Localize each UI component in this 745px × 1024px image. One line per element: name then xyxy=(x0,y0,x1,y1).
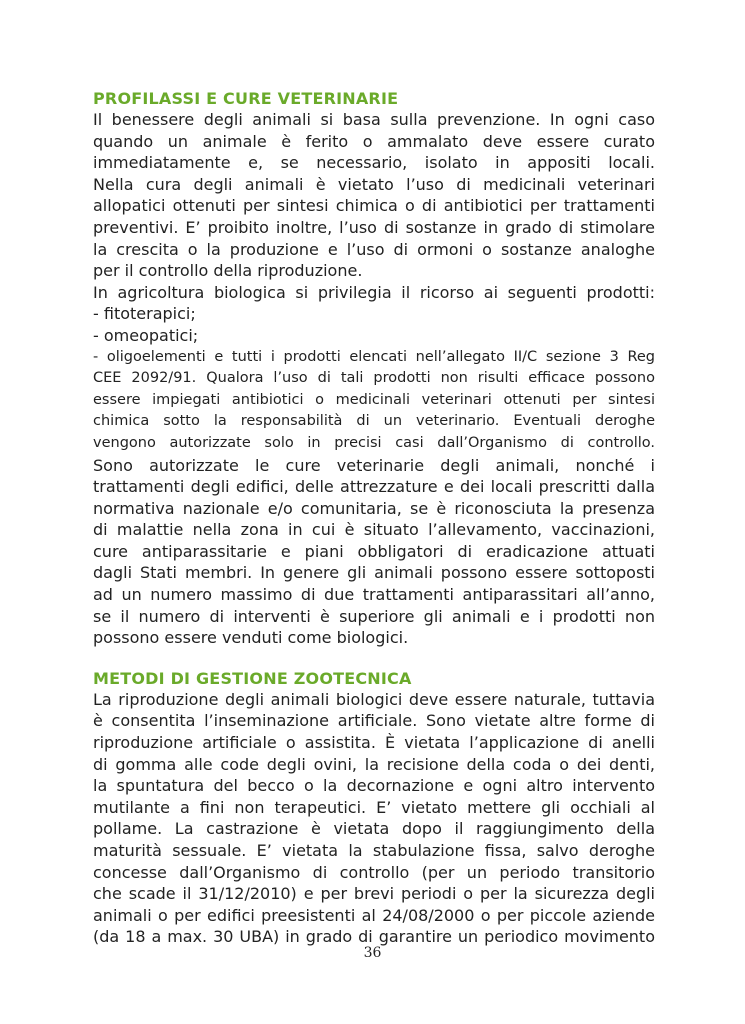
text-line: di gomma alle code degli ovini, la recisione della coda o dei denti, xyxy=(93,754,655,774)
text-line: cure antiparassitarie e piani obbligatori di eradicazione attuati xyxy=(93,541,655,561)
section-title-metodi: METODI DI GESTIONE ZOOTECNICA xyxy=(93,668,412,688)
text-line: La riproduzione degli animali biologici deve essere naturale, tuttavia xyxy=(93,689,655,709)
text-line: - omeopatici; xyxy=(93,325,199,345)
page-body xyxy=(93,88,655,948)
text-line: per il controllo della riproduzione. xyxy=(93,261,363,281)
text-line: maturità sessuale. E’ vietata la stabulazione fissa, salvo deroghe xyxy=(93,841,655,860)
text-line: allopatici ottenuti per sintesi chimica o di antibiotici per trattamenti xyxy=(93,196,655,216)
text-line: riproduzione artificiale o assistita. È vietata l’applicazione di anelli xyxy=(93,733,655,753)
text-line: vengono autorizzate solo in precisi casi dall’Organismo di controllo. xyxy=(93,434,655,451)
section-body-metodi xyxy=(93,689,655,948)
text-line: di malattie nella zona in cui è situato l’allevamento, vaccinazioni, xyxy=(93,520,655,540)
text-line: - oligoelementi e tutti i prodotti elencati nell’allegato II/C sezione 3 Reg xyxy=(93,348,655,365)
text-line: la spuntatura del becco o la decornazione e ogni altro intervento xyxy=(93,776,655,796)
text-line: CEE 2092/91. Qualora l’uso di tali prodotti non risulti efficace possono xyxy=(93,370,655,387)
text-line: pollame. La castrazione è vietata dopo il raggiungimento della xyxy=(93,819,655,839)
text-line: la crescita o la produzione e l’uso di ormoni o sostanze analoghe xyxy=(93,239,655,259)
text-line: quando un animale è ferito o ammalato deve essere curato xyxy=(93,131,655,151)
text-line: se il numero di interventi è superiore gli animali e i prodotti non xyxy=(93,606,655,626)
text-line: Nella cura degli animali è vietato l’uso di medicinali veterinari xyxy=(93,174,655,194)
text-line: Sono autorizzate le cure veterinarie degli animali, nonché i xyxy=(93,455,655,475)
text-line: ad un numero massimo di due trattamenti antiparassitari all’anno, xyxy=(93,585,655,605)
text-line: mutilante a fini non terapeutici. E’ vietato mettere gli occhiali al xyxy=(93,797,655,817)
page-number: 36 xyxy=(363,945,382,961)
text-line: Il benessere degli animali si basa sulla prevenzione. In ogni caso xyxy=(93,110,655,129)
text-line: dagli Stati membri. In genere gli animali possono essere sottoposti xyxy=(93,563,655,583)
text-line: immediatamente e, se necessario, isolato in appositi locali. xyxy=(93,153,655,173)
section-title-profilassi: PROFILASSI E CURE VETERINARIE xyxy=(93,89,399,108)
text-line: possono essere venduti come biologici. xyxy=(93,628,409,648)
text-line: è consentita l’inseminazione artificiale. Sono vietate altre forme di xyxy=(93,711,655,731)
text-line: chimica sotto la responsabilità di un veterinario. Eventuali deroghe xyxy=(93,413,655,430)
section-body-profilassi xyxy=(93,109,655,649)
text-line: preventivi. E’ proibito inoltre, l’uso di sostanze in grado di stimolare xyxy=(93,217,655,237)
text-line: (da 18 a max. 30 UBA) in grado di garantire un periodico movimento xyxy=(93,927,655,947)
text-line: concesse dall’Organismo di controllo (per un periodo transitorio xyxy=(93,862,655,882)
text-line: essere impiegati antibiotici o medicinali veterinari ottenuti per sintesi xyxy=(93,391,655,408)
text-line: normativa nazionale e/o comunitaria, se è riconosciuta la presenza xyxy=(93,498,655,518)
text-line: animali o per edifici preesistenti al 24/08/2000 o per piccole aziende xyxy=(93,905,655,925)
text-line: In agricoltura biologica si privilegia il ricorso ai seguenti prodotti: xyxy=(93,282,655,302)
text-line: - fitoterapici; xyxy=(93,304,196,324)
text-line: che scade il 31/12/2010) e per brevi periodi o per la sicurezza degli xyxy=(93,884,655,904)
text-line: trattamenti degli edifici, delle attrezzature e dei locali prescritti dalla xyxy=(93,477,655,497)
